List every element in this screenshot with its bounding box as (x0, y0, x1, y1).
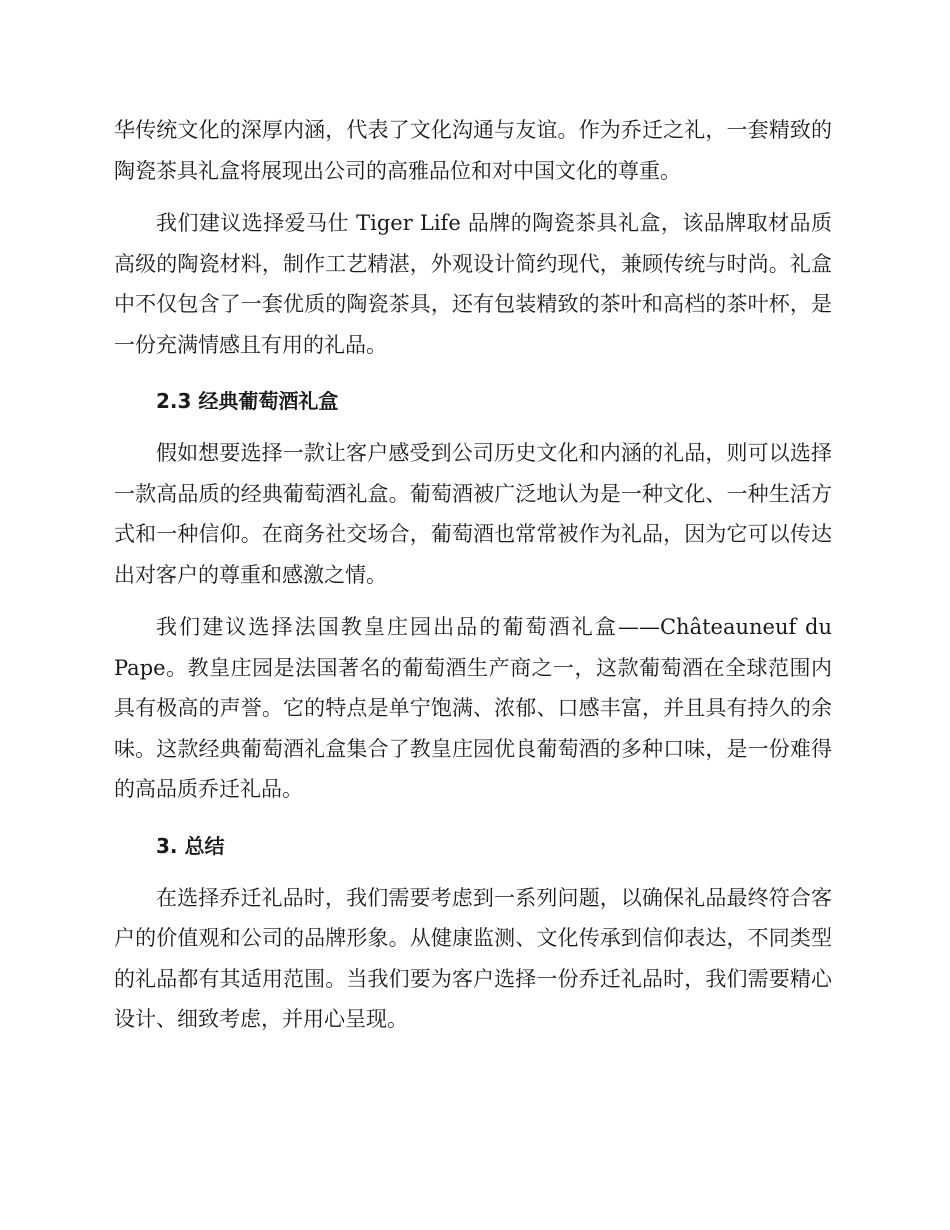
spacer (114, 810, 832, 826)
paragraph-wine-recommendation: 我们建议选择法国教皇庄园出品的葡萄酒礼盒——Châteauneuf du Pape。教皇庄园是法国著名的葡萄酒生产商之一，这款葡萄酒在全球范围内具有极高的声誉。它的特点是单宁饱满、浓郁、口感丰富，并且具有持久的余味。这款经典葡萄酒礼盒集合了教皇庄园优良葡萄酒的多种口味，是一份难得的高品质乔迁礼品。 (114, 615, 832, 801)
paragraph-continued: 华传统文化的深厚内涵，代表了文化沟通与友谊。作为乔迁之礼，一套精致的陶瓷茶具礼盒将展现出公司的高雅品位和对中国文化的尊重。 (114, 118, 832, 183)
spacer (114, 421, 832, 433)
spacer (114, 365, 832, 381)
spacer (114, 595, 832, 607)
paragraph-wine-intro: 假如想要选择一款让客户感受到公司历史文化和内涵的礼品，则可以选择一款高品质的经典葡萄酒礼盒。葡萄酒被广泛地认为是一种文化、一种生活方式和一种信仰。在商务社交场合，葡萄酒也常常被作为礼品，因为它可以传达出对客户的尊重和感激之情。 (114, 441, 832, 587)
paragraph-tea-set-recommendation: 我们建议选择爱马仕 Tiger Life 品牌的陶瓷茶具礼盒，该品牌取材品质高级的陶瓷材料，制作工艺精湛，外观设计简约现代，兼顾传统与时尚。礼盒中不仅包含了一套优质的陶瓷茶具，还有包装精致的茶叶和高档的茶叶杯，是一份充满情感且有用的礼品。 (114, 211, 832, 357)
spacer (114, 866, 832, 878)
spacer (114, 191, 832, 203)
paragraph-summary: 在选择乔迁礼品时，我们需要考虑到一系列问题，以确保礼品最终符合客户的价值观和公司的品牌形象。从健康监测、文化传承到信仰表达，不同类型的礼品都有其适用范围。当我们要为客户选择一份乔迁礼品时，我们需要精心设计、细致考虑，并用心呈现。 (114, 885, 832, 1031)
section-heading-3: 3. 总结 (156, 833, 225, 858)
section-heading-2-3: 2.3 经典葡萄酒礼盒 (156, 389, 339, 413)
